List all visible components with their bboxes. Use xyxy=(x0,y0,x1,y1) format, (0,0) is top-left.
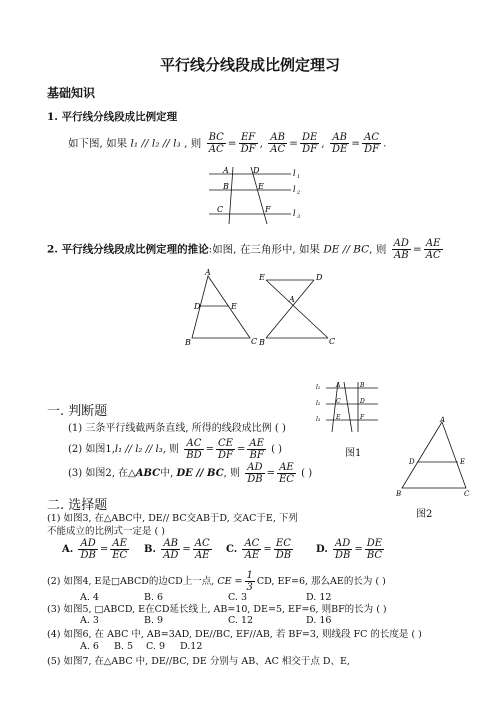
item1-text-b: , 则 xyxy=(184,137,202,150)
item1-text-a: 如下图, 如果 xyxy=(68,137,128,150)
svg-text:D: D xyxy=(409,458,415,466)
choice-heading: 二. 选择题 xyxy=(47,498,108,513)
svg-text:A: A xyxy=(440,416,446,424)
basics-heading: 基础知识 xyxy=(47,86,96,100)
judge-q1: (1) 三条平行线截两条直线, 所得的线段成比例 ( ) xyxy=(68,423,286,434)
svg-text:B: B xyxy=(360,382,365,389)
fig1-label-l1: l xyxy=(293,169,296,178)
item2-text-b: , 则 xyxy=(369,243,387,256)
svg-text:E: E xyxy=(336,414,341,421)
fig1-label-F: F xyxy=(265,205,271,214)
svg-text:3: 3 xyxy=(297,214,301,220)
choice-q3-option-b[interactable]: B. 9 xyxy=(144,615,164,626)
choice-q4-option-c[interactable]: C. 9 xyxy=(146,641,166,652)
choice-q3-option-c[interactable]: C. 12 xyxy=(228,615,254,626)
choice-q4-option-a[interactable]: A. 6 xyxy=(80,641,99,652)
svg-text:D: D xyxy=(360,398,365,405)
svg-text:l₂: l₂ xyxy=(316,400,321,407)
choice-q1-option-d[interactable]: D. $\frac{AD}{DB}$ = $\frac{DE}{BC}$ xyxy=(316,538,383,561)
svg-text:B: B xyxy=(185,338,191,347)
svg-text:E: E xyxy=(259,273,265,282)
ratio3-right: $\frac{AC}{DF}$ xyxy=(364,132,380,155)
svg-text:F: F xyxy=(360,414,365,421)
fig1-label-B: B xyxy=(223,182,229,191)
choice-q2-option-b[interactable]: B. 6 xyxy=(144,592,164,603)
fig1-label-l3: l xyxy=(293,209,296,218)
ratio4-left: $\frac{AD}{AB}$ xyxy=(393,238,409,261)
choice-q5: (5) 如图7, 在△ABC 中, DE//BC, DE 分别与 AB、AC 相交于点 D、E, xyxy=(47,656,350,667)
svg-text:D: D xyxy=(316,273,323,282)
item2-statement: 2. 平行线分线段成比例定理的推论:如图, 在三角形中, 如果 DE // BC, 则 $\frac{AD}{AB}$ = $\frac{AE}{AC}$ xyxy=(47,238,441,261)
choice-q2-option-c[interactable]: C. 3 xyxy=(228,592,248,603)
svg-text:B: B xyxy=(259,338,265,347)
ratio1-left: $\frac{BC}{AC}$ xyxy=(208,132,224,155)
choice-q4-option-d[interactable]: D.12 xyxy=(180,641,203,652)
figure2-diagram xyxy=(396,416,472,498)
judge-q3: (3) 如图2, 在△ABC中, DE // BC, 则 $\frac{AD}{DB}$ = $\frac{AE}{EC}$ ( ) xyxy=(68,462,313,485)
svg-text:1: 1 xyxy=(297,174,301,180)
item2-text-a: :如图, 在三角形中, 如果 xyxy=(208,243,321,256)
fig1-label-C: C xyxy=(217,205,224,214)
item2-title: 2. 平行线分线段成比例定理的推论 xyxy=(47,243,209,256)
judge-heading: 一. 判断题 xyxy=(47,404,108,419)
svg-text:2: 2 xyxy=(297,190,301,196)
svg-text:B: B xyxy=(396,490,402,498)
page-title: 平行线分线段成比例定理习 xyxy=(159,56,340,74)
item2-condition: DE // BC xyxy=(323,243,370,256)
choice-q1-option-a[interactable]: A. $\frac{AD}{DB}$ = $\frac{AE}{EC}$ xyxy=(62,538,128,561)
svg-text:C: C xyxy=(464,490,470,498)
choice-q1-option-c[interactable]: C. $\frac{AC}{AE}$ = $\frac{EC}{DB}$ xyxy=(226,538,292,561)
choice-q1-option-b[interactable]: B. $\frac{AB}{AD}$ = $\frac{AC}{AE}$ xyxy=(144,538,210,561)
choice-q2: (2) 如图4, E是□ABCD的边CD上一点, CE = $\frac{1}{3}$ CD, EF=6, 那么AE的长为 ( ) xyxy=(47,570,386,593)
ratio4-right: $\frac{AE}{AC}$ xyxy=(425,238,441,261)
figure1-diagram xyxy=(314,378,384,438)
fig1-label-E: E xyxy=(258,182,264,191)
svg-text:E: E xyxy=(231,302,237,311)
svg-text:A: A xyxy=(289,295,295,304)
ratio1-right: $\frac{EF}{DF}$ xyxy=(240,132,256,155)
svg-text:A: A xyxy=(205,268,211,277)
item1-condition: l₁ // l₂ // l₃ xyxy=(130,137,181,150)
fig1-label-A: A xyxy=(223,166,229,175)
svg-text:D: D xyxy=(194,302,201,311)
item1-title: 1. 平行线分线段成比例定理 xyxy=(47,111,178,123)
figure2-caption: 图2 xyxy=(416,509,433,520)
svg-text:l₃: l₃ xyxy=(316,416,321,423)
svg-text:C: C xyxy=(251,337,258,346)
ratio3-left: $\frac{AB}{DE}$ xyxy=(331,132,348,155)
choice-q1-line1: (1) 如图3, 在△ABC中, DE// BC交AB于D, 交AC于E, 下列 xyxy=(47,513,298,524)
item1-statement: 如下图, 如果 l₁ // l₂ // l₃ , 则 $\frac{BC}{AC}$ = $\frac{EF}{DF}$ , $\frac{AB}{AC}$ = $\frac{DE}{DF}$ , $\frac{AB}{DE}$ = $\frac{AC}{DF}$ . xyxy=(68,132,387,155)
figure1-caption: 图1 xyxy=(345,448,362,459)
svg-text:l₁: l₁ xyxy=(316,384,321,391)
triangle-figures xyxy=(180,268,350,348)
svg-text:E: E xyxy=(460,458,466,466)
judge-q2: (2) 如图1,l₁ // l₂ // l₃, 则 $\frac{AC}{BD}$ = $\frac{CE}{DF}$ = $\frac{AE}{BF}$ ( ) xyxy=(68,438,283,461)
choice-q3: (3) 如图5, □ABCD, E在CD延长线上, AB=10, DE=5, EF=6, 则BF的长为 ( ) xyxy=(47,604,387,615)
choice-q3-option-a[interactable]: A. 3 xyxy=(80,615,99,626)
choice-q3-option-d[interactable]: D. 16 xyxy=(306,615,332,626)
choice-q2-option-d[interactable]: D. 12 xyxy=(306,592,332,603)
choice-q2-option-a[interactable]: A. 4 xyxy=(80,592,99,603)
choice-q4: (4) 如图6, 在 ABC 中, AB=3AD, DE//BC, EF//AB, 若 BF=3, 则线段 FC 的长度是 ( ) xyxy=(47,629,422,640)
fig1-label-l2: l xyxy=(293,185,296,194)
choice-q4-option-b[interactable]: B. 5 xyxy=(114,641,134,652)
fig1-label-D: D xyxy=(253,166,260,175)
choice-q1-line2: 不能成立的比例式一定是 ( ) xyxy=(47,526,165,537)
svg-text:A: A xyxy=(336,382,341,389)
svg-text:C: C xyxy=(329,337,336,346)
svg-text:C: C xyxy=(336,398,341,405)
ratio2-left: $\frac{AB}{AC}$ xyxy=(270,132,286,155)
ratio2-right: $\frac{DE}{DF}$ xyxy=(301,132,318,155)
parallel-lines-figure xyxy=(205,164,305,228)
